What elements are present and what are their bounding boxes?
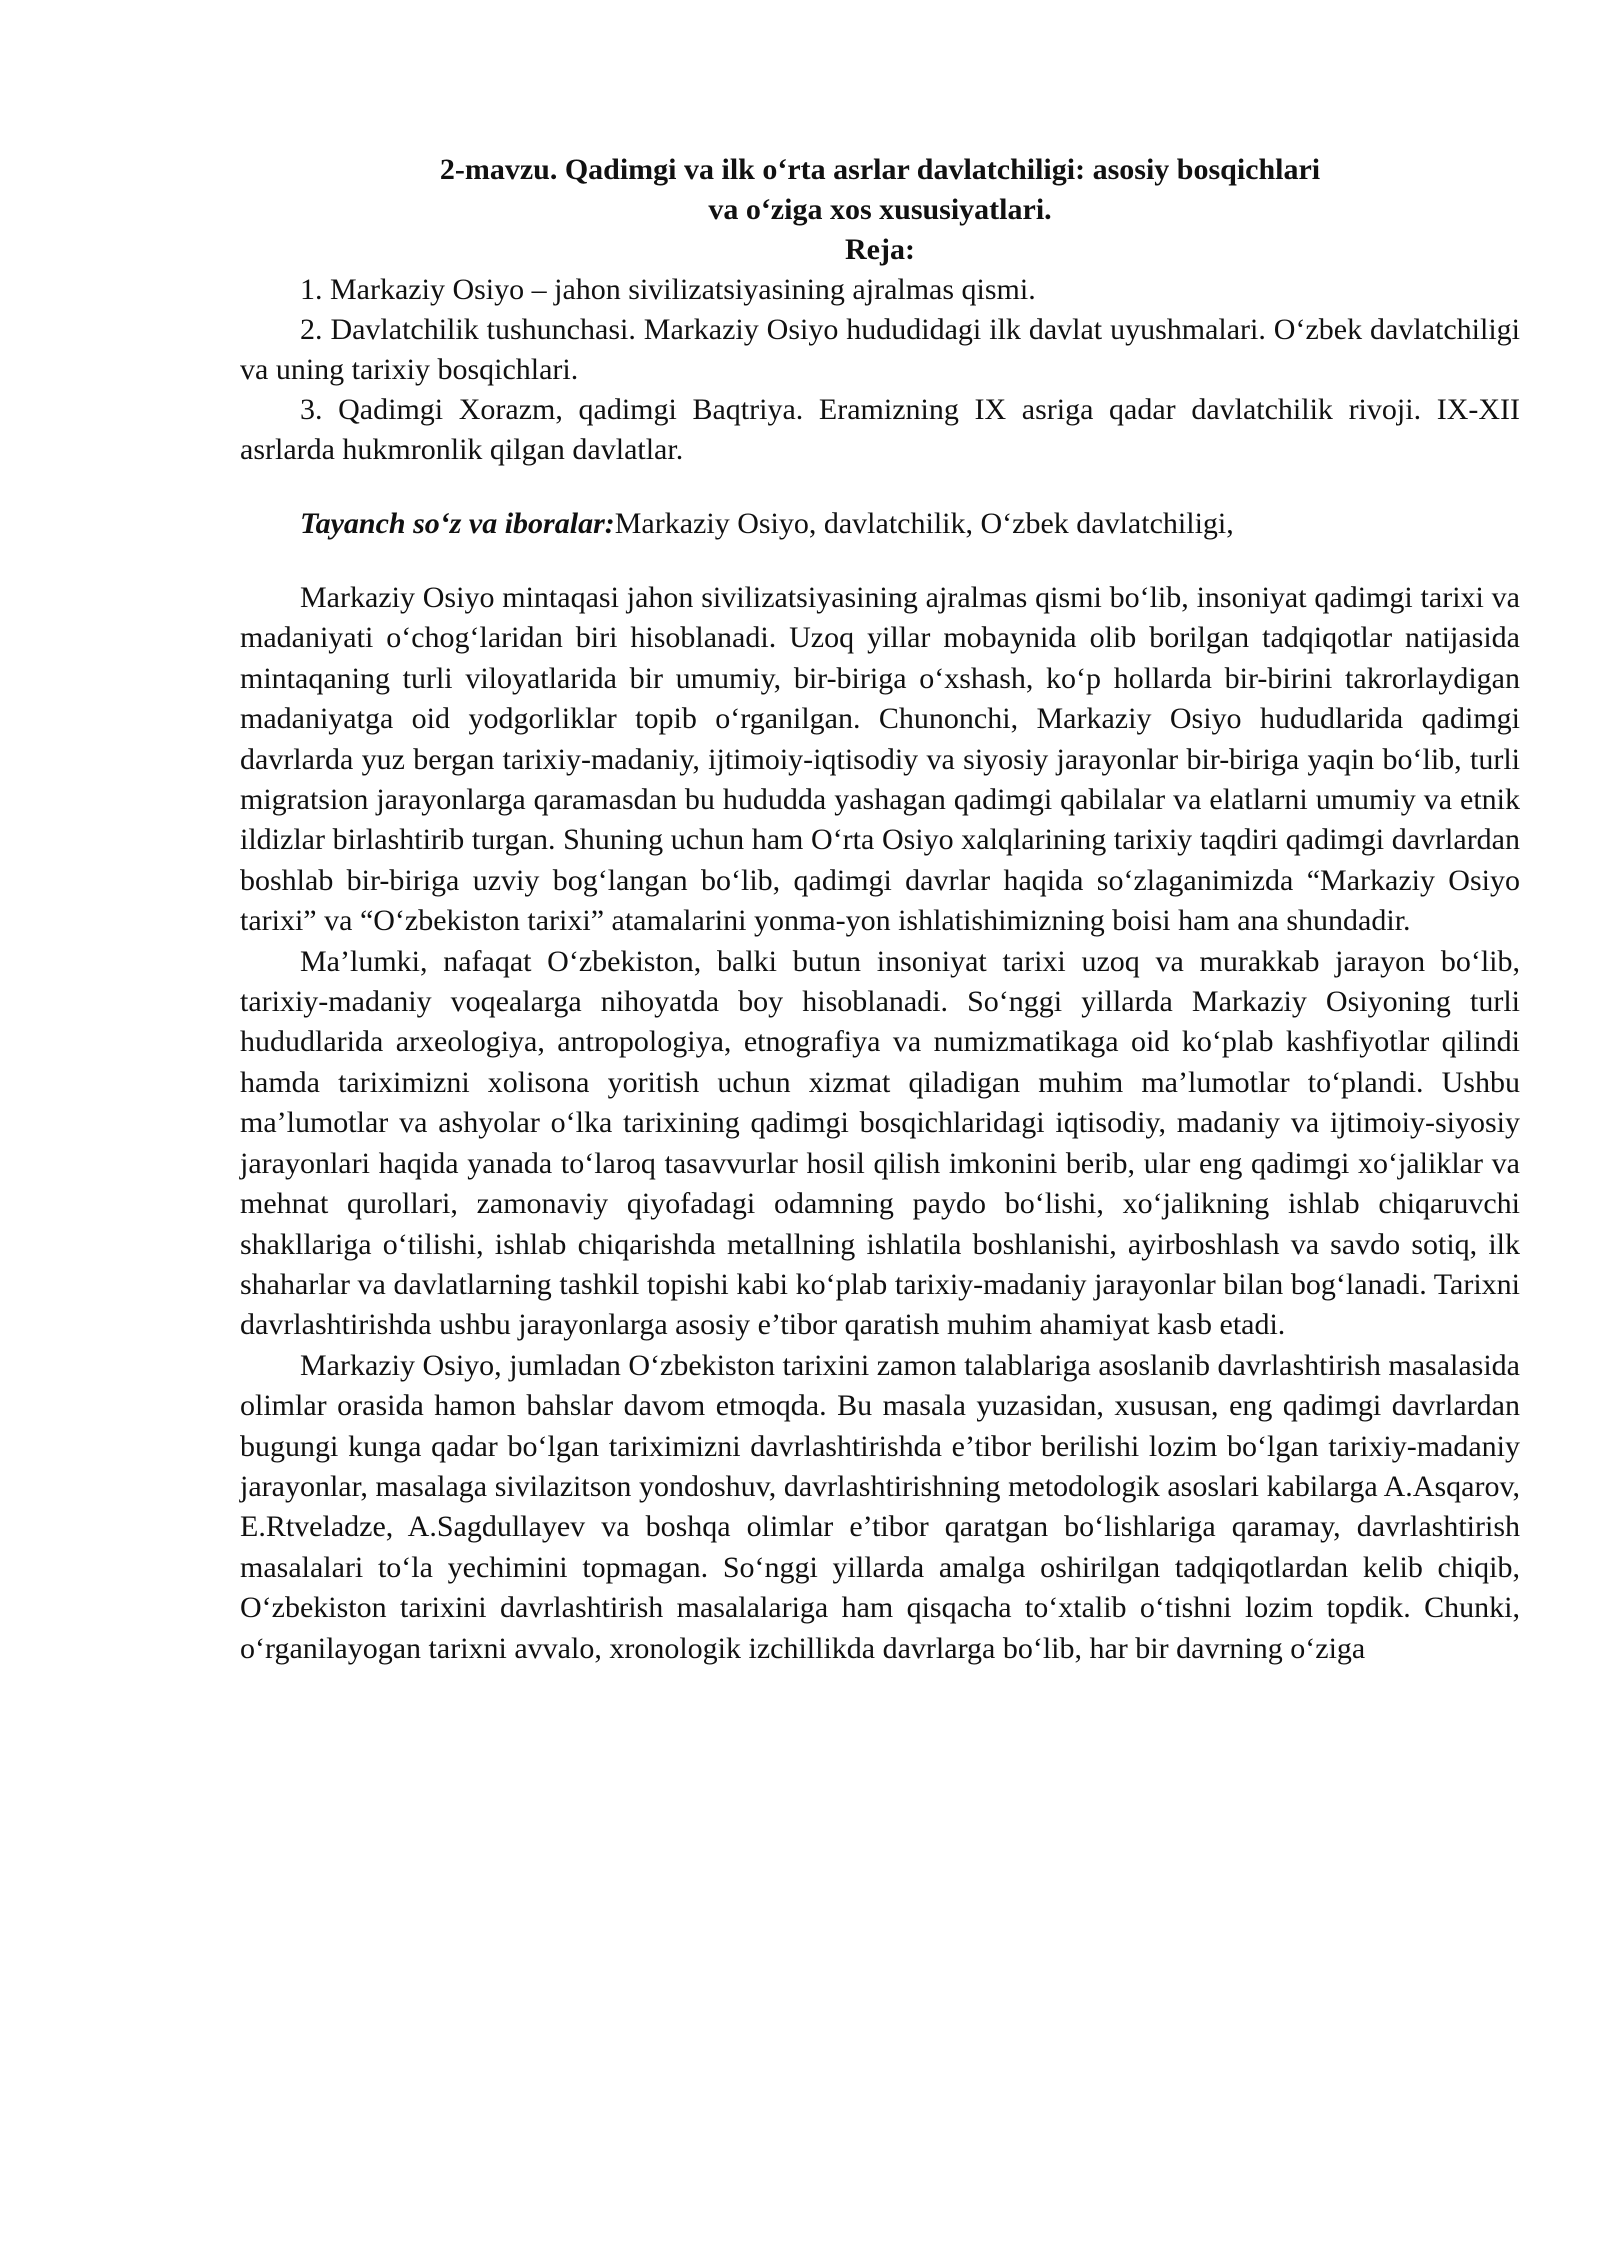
plan-heading: Reja:: [845, 233, 915, 266]
plan-item: 3. Qadimgi Xorazm, qadimgi Baqtriya. Eramizning IX asriga qadar davlatchilik rivoji. IX-XII asrlarda hukmronlik qilgan davlatlar.: [240, 393, 1520, 466]
body-text: [240, 578, 1520, 1669]
keywords-line: [240, 504, 1520, 544]
keywords-text: Markaziy Osiyo, davlatchilik, O‘zbek davlatchiligi,: [614, 507, 1234, 540]
plan-list: [240, 270, 1520, 470]
body-paragraph: Ma’lumki, nafaqat O‘zbekiston, balki butun insoniyat tarixi uzoq va murakkab jarayon bo‘lib, tarixiy-madaniy voqealarga nihoyatda boy hisoblanadi. So‘nggi yillarda Markaziy Osiyoning turli hududlarida arxeologiya, antropologiya, etnografiya va numizmatikaga oid ko‘plab kashfiyotlar qilindi hamda tariximizni xolisona yoritish uchun xizmat qiladigan muhim ma’lumotlar to‘plandi. Ushbu ma’lumotlar va ashyolar o‘lka tarixining qadimgi bosqichlaridagi iqtisodiy, madaniy va ijtimoiy-siyosiy jarayonlari haqida yanada to‘laroq tasavvurlar hosil qilish imkonini berib, ular eng qadimgi xo‘jaliklar va mehnat qurollari, zamonaviy qiyofadagi odamning paydo bo‘lishi, xo‘jalikning ishlab chiqaruvchi shakllariga o‘tilishi, ishlab chiqarishda metallning ishlatila boshlanishi, ayirboshlash va savdo sotiq, ilk shaharlar va davlatlarning tashkil topishi kabi ko‘plab tarixiy-madaniy jarayonlar bilan bog‘lanadi. Tarixni davrlashtirishda ushbu jarayonlarga asosiy e’tibor qaratish muhim ahamiyat kasb etadi.: [240, 944, 1520, 1342]
document-title-line-2: va o‘ziga xos xususiyatlari.: [708, 193, 1052, 226]
document-page: [240, 150, 1520, 1669]
plan-item: 1. Markaziy Osiyo – jahon sivilizatsiyasining ajralmas qismi.: [300, 273, 1036, 306]
body-paragraph: Markaziy Osiyo mintaqasi jahon sivilizatsiyasining ajralmas qismi bo‘lib, insoniyat qadimgi tarixi va madaniyati o‘chog‘laridan biri hisoblanadi. Uzoq yillar mobaynida olib borilgan tadqiqotlar natijasida mintaqaning turli viloyatlarida bir umumiy, bir-biriga o‘xshash, ko‘p hollarda bir-birini takrorlaydigan madaniyatga oid yodgorliklar topib o‘rganilgan. Chunonchi, Markaziy Osiyo hududlarida qadimgi davrlarda yuz bergan tarixiy-madaniy, ijtimoiy-iqtisodiy va siyosiy jarayonlar bir-biriga yaqin bo‘lib, turli migratsion jarayonlarga qaramasdan bu hududda yashagan qadimgi qabilalar va elatlarni umumiy va etnik ildizlar birlashtirib turgan. Shuning uchun ham O‘rta Osiyo xalqlarining tarixiy taqdiri qadimgi davrlardan boshlab bir-biriga uzviy bog‘langan bo‘lib, qadimgi davrlar haqida so‘zlaganimizda “Markaziy Osiyo tarixi” va “O‘zbekiston tarixi” atamalarini yonma-yon ishlatishimizning boisi ham ana shundadir.: [240, 581, 1520, 938]
document-title-line-1: 2-mavzu. Qadimgi va ilk o‘rta asrlar davlatchiligi: asosiy bosqichlari: [439, 153, 1321, 186]
plan-item: 2. Davlatchilik tushunchasi. Markaziy Osiyo hududidagi ilk davlat uyushmalari. O‘zbek davlatchiligi va uning tarixiy bosqichlari.: [240, 313, 1520, 386]
keywords-label: Tayanch so‘z va iboralar:: [300, 507, 615, 540]
body-paragraph: Markaziy Osiyo, jumladan O‘zbekiston tarixini zamon talablariga asoslanib davrlashtirish masalasida olimlar orasida hamon bahslar davom etmoqda. Bu masala yuzasidan, xususan, eng qadimgi davrlardan bugungi kunga qadar bo‘lgan tariximizni davrlashtirishda e’tibor berilishi lozim bo‘lgan tarixiy-madaniy jarayonlar, masalaga sivilazitson yondoshuv, davrlashtirishning metodologik asoslari kabilarga A.Asqarov, E.Rtveladze, A.Sagdullayev va boshqa olimlar e’tibor qaratgan bo‘lishlariga qaramay, davrlashtirish masalalari to‘la yechimini topmagan. So‘nggi yillarda amalga oshirilgan tadqiqotlardan kelib chiqib, O‘zbekiston tarixini davrlashtirish masalalariga ham qisqacha to‘xtalib o‘tishni lozim topdik. Chunki, o‘rganilayogan tarixni avvalo, xronologik izchillikda davrlarga bo‘lib, har bir davrning o‘ziga: [240, 1348, 1520, 1665]
